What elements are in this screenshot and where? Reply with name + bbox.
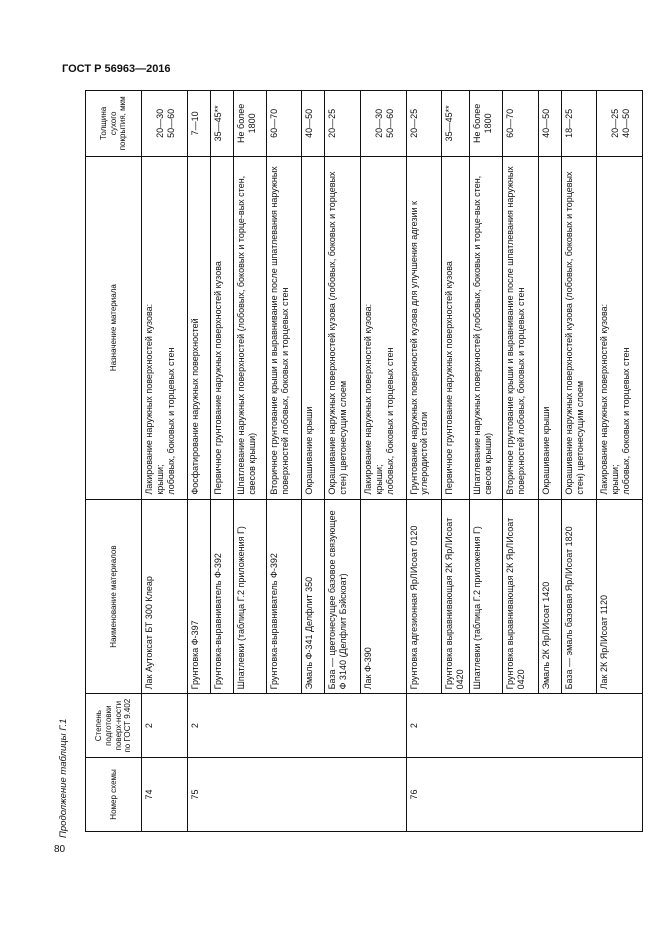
material-name-cell: Шпатлевки (таблица Г.2 приложения Г) (469, 499, 502, 694)
material-name-cell: Грунтовка адгезионная ЯрЛИсоат 0120 (406, 499, 441, 694)
scheme-number-cell: 76 (406, 757, 642, 831)
thickness-cell: 20—25 40—50 (597, 91, 643, 157)
thickness-cell: 20—25 (325, 91, 360, 157)
material-name-cell: Эмаль 2К ЯрЛИсоат 1420 (538, 499, 561, 694)
materials-table (85, 90, 643, 832)
thickness-cell: 20—30 50—60 (142, 91, 188, 157)
purpose-cell: Окрашивание наружных поверхностей кузова (лобовых, боковых и торцевых стен) цветонесущим слоем (561, 156, 596, 499)
purpose-cell: Первичное грунтование наружных поверхностей кузова (210, 156, 233, 499)
purpose-cell: Лакирование наружных поверхностей кузова: крыши; лобовых, боковых и торцевых стен (142, 156, 188, 499)
purpose-cell: Фосфатирование наружных поверхностей (187, 156, 210, 499)
thickness-cell: 40—50 (302, 91, 325, 157)
material-name-cell: Грунтовка-выравниватель Ф-392 (210, 499, 233, 694)
purpose-cell: Шпатлевание наружных поверхностей (лобовых, боковых и торце-вых стен, свесов крыши) (469, 156, 502, 499)
purpose-cell: Вторичное грунтование крыши и выравнивание после шпатлевания наружных поверхностей лобовых, боковых и торцевых стен (266, 156, 301, 499)
purpose-cell: Лакирование наружных поверхностей кузова: крыши; лобовых, боковых и торцевых стен (597, 156, 643, 499)
header-material-name: Наименование материалов (86, 499, 142, 694)
table-row (142, 91, 188, 832)
purpose-cell: Первичное грунтование наружных поверхностей кузова (441, 156, 469, 499)
degree-cell: 2 (187, 694, 406, 758)
thickness-cell: 18—25 (561, 91, 596, 157)
purpose-cell: Лакирование наружных поверхностей кузова: крыши; лобовых, боковых и торцевых стен (360, 156, 406, 499)
degree-cell: 2 (142, 694, 188, 758)
thickness-cell: 20—30 50—60 (360, 91, 406, 157)
thickness-cell: 35—45** (441, 91, 469, 157)
material-name-cell: Грунтовка-выравниватель Ф-392 (266, 499, 301, 694)
table-row (406, 91, 441, 832)
purpose-cell: Окрашивание крыши (302, 156, 325, 499)
scheme-number-cell: 74 (142, 757, 188, 831)
thickness-cell: 35—45** (210, 91, 233, 157)
thickness-cell: 7—10 (187, 91, 210, 157)
degree-cell: 2 (406, 694, 642, 758)
document-standard-header: ГОСТ Р 56963—2016 (62, 63, 171, 75)
material-name-cell: Эмаль Ф-341 Делфлит 350 (302, 499, 325, 694)
material-name-cell: Лак Аутоксат БТ 300 Клеар (142, 499, 188, 694)
material-name-cell: База — эмаль базовая ЯрЛИсоат 1820 (561, 499, 596, 694)
purpose-cell: Окрашивание крыши (538, 156, 561, 499)
purpose-cell: Вторичное грунтование крыши и выравнивание после шпатлевания наружных поверхностей лобовых, боковых и торцевых стен (503, 156, 538, 499)
material-name-cell: База — цветонесущее базовое связующее Ф 3140 (Делфлит Бэйскоат) (325, 499, 360, 694)
header-degree: Степень подготовки поверх-ности по ГОСТ 9.402 (86, 694, 142, 758)
header-thickness: Толщина сухого покрытия, мкм (86, 91, 142, 157)
rotated-table-container (85, 90, 643, 832)
thickness-cell: 40—50 (538, 91, 561, 157)
thickness-cell: 20—25 (406, 91, 441, 157)
purpose-cell: Грунтование наружных поверхностей кузова для улучшения адгезии к углеродистой стали (406, 156, 441, 499)
header-purpose: Назначение материала (86, 156, 142, 499)
material-name-cell: Грунтовка выравнивающая 2К ЯрЛИсоат 0420 (441, 499, 469, 694)
purpose-cell: Окрашивание наружных поверхностей кузова (лобовых, боковых и торцевых стен) цветонесущим слоем (325, 156, 360, 499)
material-name-cell: Лак Ф-390 (360, 499, 406, 694)
material-name-cell: Грунтовка выравнивающая 2К ЯрЛИсоат 0420 (503, 499, 538, 694)
table-caption: Продолжение таблицы Г.1 (58, 718, 69, 838)
purpose-cell: Шпатлевание наружных поверхностей (лобовых, боковых и торце-вых стен, свесов крыши) (233, 156, 266, 499)
thickness-cell: 60—70 (266, 91, 301, 157)
page-number: 80 (54, 844, 66, 855)
thickness-cell: Не более 1800 (233, 91, 266, 157)
thickness-cell: Не более 1800 (469, 91, 502, 157)
material-name-cell: Шпатлевки (таблица Г.2 приложения Г) (233, 499, 266, 694)
header-scheme-number: Номер схемы (86, 757, 142, 831)
thickness-cell: 60—70 (503, 91, 538, 157)
table-body (142, 91, 643, 832)
material-name-cell: Грунтовка Ф-397 (187, 499, 210, 694)
table-row (187, 91, 210, 832)
scheme-number-cell: 75 (187, 757, 406, 831)
material-name-cell: Лак 2К ЯрЛИсоат 1120 (597, 499, 643, 694)
